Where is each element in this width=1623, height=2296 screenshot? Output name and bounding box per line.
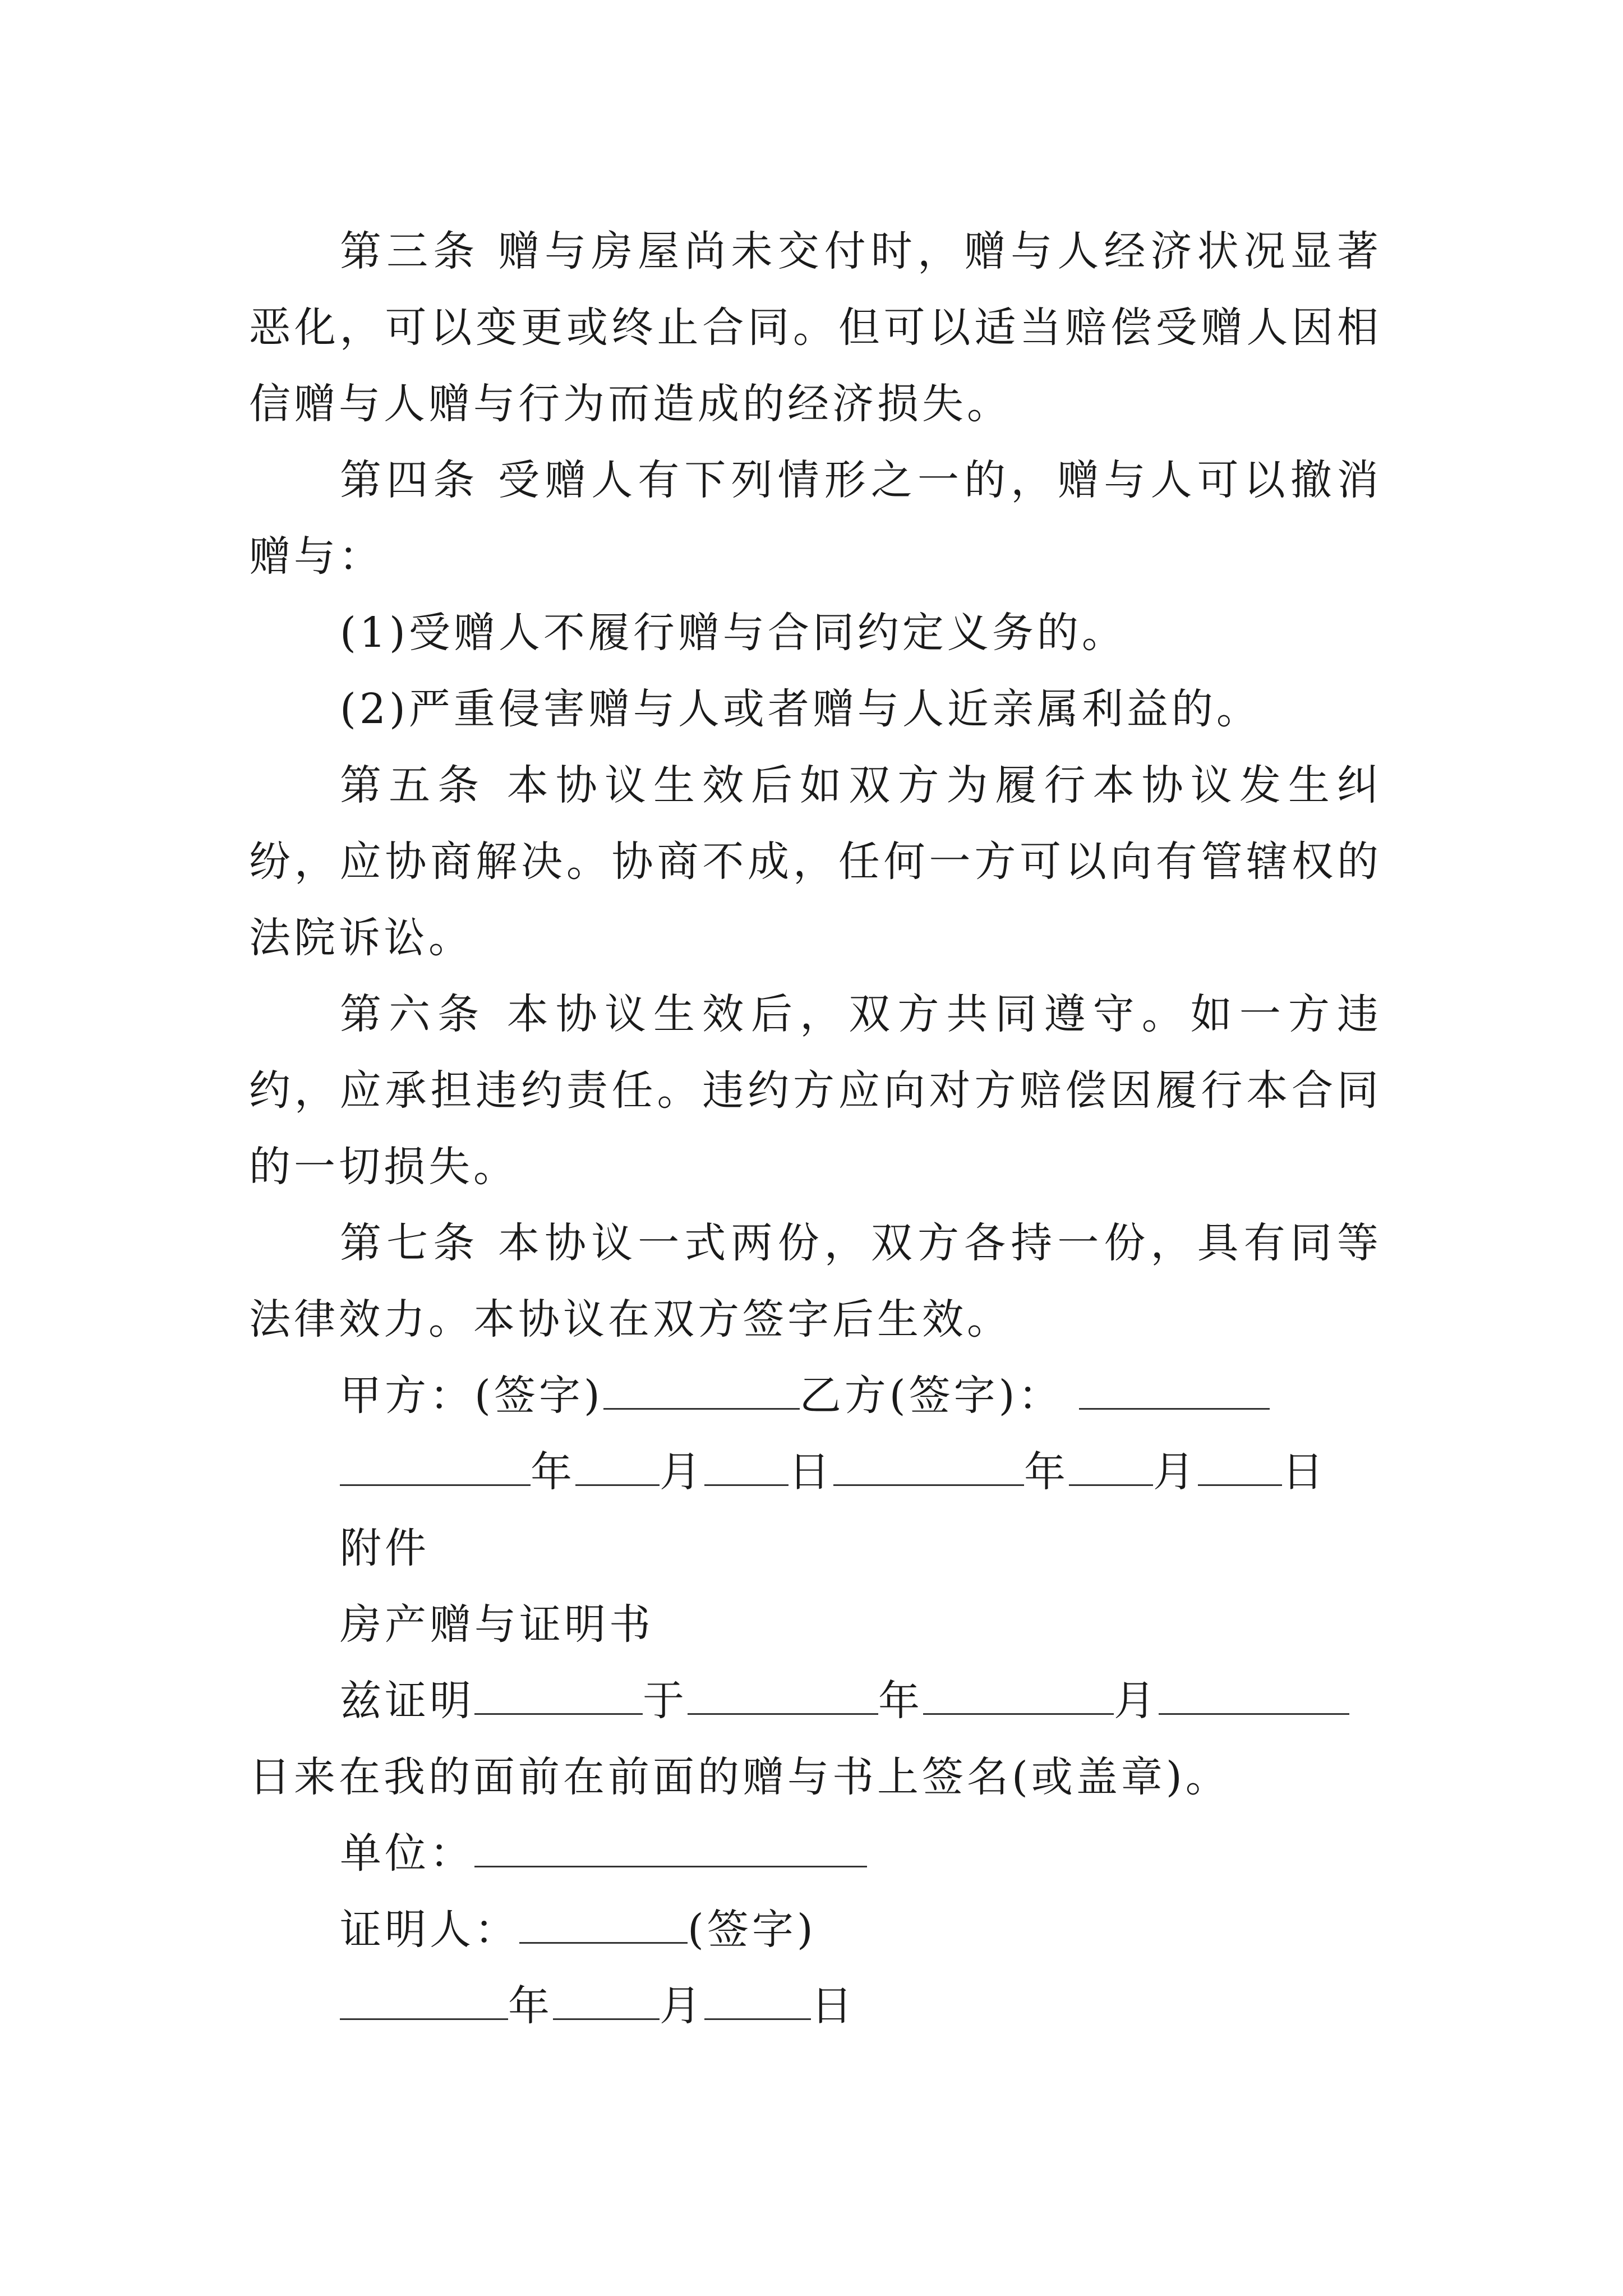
witness-day-blank[interactable] <box>704 1979 811 2020</box>
witness-month-blank[interactable] <box>553 1979 660 2020</box>
party-a-year-blank[interactable] <box>340 1445 531 1486</box>
article-6: 第六条 本协议生效后，双方共同遵守。如一方违约，应承担违约责任。违约方应向对方赔偿因履行本合同的一切损失。 <box>249 990 1382 1191</box>
party-b-year-blank[interactable] <box>833 1445 1024 1486</box>
witness-day-label: 日 <box>811 1982 856 2030</box>
appendix-heading: 附件 <box>340 1524 430 1572</box>
unit-label: 单位： <box>340 1829 474 1878</box>
witness-year-blank[interactable] <box>340 1979 508 2020</box>
party-b-day-blank[interactable] <box>1198 1445 1282 1486</box>
signature-line <box>249 1358 1382 1434</box>
witness-sign: (签字) <box>688 1906 817 1954</box>
party-b-day-label: 日 <box>1282 1448 1327 1496</box>
party-b-year-label: 年 <box>1024 1448 1069 1496</box>
unit-line <box>249 1815 1382 1892</box>
article-5: 第五条 本协议生效后如双方为履行本协议发生纠纷，应协商解决。协商不成，任何一方可以向有管辖权的法院诉讼。 <box>249 761 1382 962</box>
witness-year-label: 年 <box>508 1982 553 2030</box>
certify-on: 于 <box>643 1677 688 1725</box>
certify-name-blank[interactable] <box>474 1674 643 1715</box>
certify-year-blank[interactable] <box>688 1674 878 1715</box>
party-a-label: 甲方：(签字) <box>340 1372 603 1420</box>
witness-label: 证明人： <box>340 1906 519 1954</box>
certify-prefix: 兹证明 <box>340 1677 474 1725</box>
certify-line <box>249 1663 1382 1739</box>
certify-month-label: 月 <box>1114 1677 1159 1725</box>
signature-date-line <box>249 1434 1382 1510</box>
party-a-month-blank[interactable] <box>575 1445 660 1486</box>
party-a-year-label: 年 <box>531 1448 575 1496</box>
article-4-item-1: (1)受赠人不履行赠与合同约定义务的。 <box>340 609 1127 657</box>
party-b-label: 乙方(签字)： <box>799 1372 1063 1420</box>
party-b-month-label: 月 <box>1153 1448 1198 1496</box>
party-a-day-label: 日 <box>789 1448 833 1496</box>
witness-month-label: 月 <box>660 1982 704 2030</box>
article-4-item-2: (2)严重侵害赠与人或者赠与人近亲属利益的。 <box>340 685 1261 733</box>
certify-day-blank[interactable] <box>1159 1674 1349 1715</box>
article-4: 第四条 受赠人有下列情形之一的，赠与人可以撤消赠与： <box>249 456 1382 581</box>
certify-month-blank[interactable] <box>923 1674 1114 1715</box>
party-b-signature-blank[interactable] <box>1079 1369 1270 1410</box>
article-3: 第三条 赠与房屋尚未交付时，赠与人经济状况显著恶化，可以变更或终止合同。但可以适当赔偿受赠人因相信赠与人赠与行为而造成的经济损失。 <box>249 227 1382 428</box>
witness-blank[interactable] <box>519 1903 688 1944</box>
appendix-title: 房产赠与证明书 <box>340 1600 654 1649</box>
contract-page <box>249 213 1382 2044</box>
party-a-month-label: 月 <box>660 1448 704 1496</box>
party-b-month-blank[interactable] <box>1069 1445 1153 1486</box>
witness-date-line <box>249 1968 1382 2044</box>
party-a-signature-blank[interactable] <box>603 1369 800 1410</box>
certify-continuation: 日来在我的面前在前面的赠与书上签名(或盖章)。 <box>249 1753 1230 1801</box>
certify-year-label: 年 <box>878 1677 923 1725</box>
article-7: 第七条 本协议一式两份，双方各持一份，具有同等法律效力。本协议在双方签字后生效。 <box>249 1219 1382 1343</box>
party-a-day-blank[interactable] <box>704 1445 789 1486</box>
witness-line <box>249 1892 1382 1968</box>
unit-blank[interactable] <box>474 1826 867 1867</box>
